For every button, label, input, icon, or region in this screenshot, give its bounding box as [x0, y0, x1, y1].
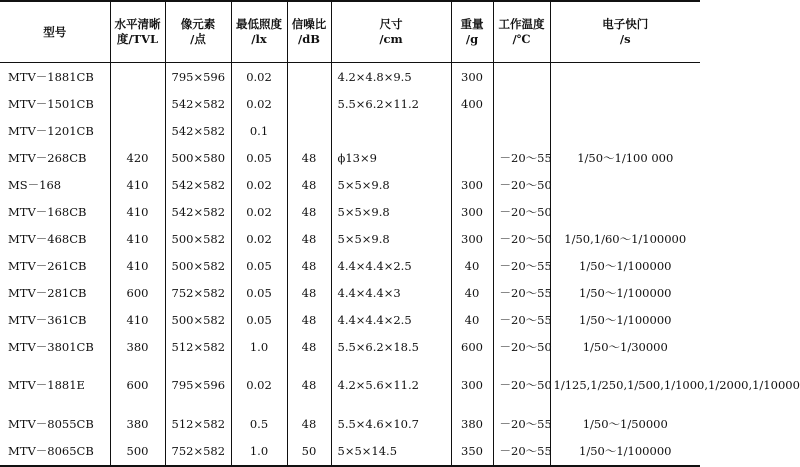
- table-row: [0, 171, 700, 198]
- cell-temp: [493, 117, 550, 144]
- cell-weight: 300: [451, 171, 493, 198]
- table-row: [0, 279, 700, 306]
- cell-shutter: 1/125,1/250,1/500,1/1000,1/2000,1/10000: [550, 360, 700, 411]
- cell-size: 5.5×6.2×18.5: [331, 333, 451, 360]
- cell-model: MTV－261CB: [8, 258, 87, 273]
- cell-lux: 1.0: [231, 333, 287, 360]
- cell-snr: 48: [287, 279, 331, 306]
- cell-snr: 48: [287, 360, 331, 411]
- cell-temp: [493, 90, 550, 117]
- header-model: 型号: [0, 1, 110, 63]
- cell-pixels: 512×582: [165, 411, 231, 438]
- cell-model: MTV－8065CB: [0, 438, 110, 466]
- cell-temp: －20～55: [493, 144, 550, 171]
- table-row: [0, 360, 700, 411]
- cell-temp: －20～50: [493, 225, 550, 252]
- cell-snr: 50: [287, 438, 331, 466]
- cell-size: 4.2×5.6×11.2: [331, 360, 451, 411]
- cell-temp: －20～55: [493, 411, 550, 438]
- cell-shutter: 1/50～1/50000: [550, 411, 700, 438]
- cell-tvl: [110, 90, 165, 117]
- cell-lux: 0.02: [231, 225, 287, 252]
- table-row: [0, 438, 700, 466]
- cell-tvl: 380: [110, 333, 165, 360]
- cell-lux: 0.05: [231, 252, 287, 279]
- cell-snr: [287, 90, 331, 117]
- cell-lux: 0.02: [231, 90, 287, 117]
- cell-pixels: 795×596: [165, 63, 231, 91]
- cell-size: 5.5×4.6×10.7: [331, 411, 451, 438]
- cell-pixels: 500×580: [165, 144, 231, 171]
- cell-model: MTV－8055CB: [8, 417, 94, 432]
- cell-pixels: 500×582: [165, 306, 231, 333]
- cell-weight: 40: [451, 306, 493, 333]
- cell-model: MTV－268CB: [8, 150, 87, 165]
- cell-snr: 48: [287, 144, 331, 171]
- cell-shutter: 1/50～1/100000: [550, 306, 700, 333]
- cell-weight: 300: [451, 198, 493, 225]
- cell-size: 5.5×6.2×11.2: [331, 90, 451, 117]
- cell-lux: 0.02: [231, 360, 287, 411]
- cell-tvl: 600: [110, 279, 165, 306]
- cell-shutter: [550, 198, 700, 225]
- header-size: 尺寸 /cm: [331, 1, 451, 63]
- cell-model: MTV－468CB: [8, 231, 87, 246]
- table-row: [0, 225, 700, 252]
- cell-pixels: 752×582: [165, 279, 231, 306]
- cell-pixels: 500×582: [165, 225, 231, 252]
- cell-shutter: [550, 63, 700, 91]
- cell-model: MTV－1881CB: [8, 69, 94, 84]
- cell-pixels: 512×582: [165, 333, 231, 360]
- cell-pixels: 542×582: [165, 198, 231, 225]
- table-row: [0, 90, 700, 117]
- cell-lux: 0.1: [231, 117, 287, 144]
- cell-model: MTV－1201CB: [8, 123, 94, 138]
- cell-shutter: 1/50～1/30000: [550, 333, 700, 360]
- cell-size: 5×5×14.5: [331, 438, 451, 466]
- cell-size: 5×5×9.8: [331, 225, 451, 252]
- cell-snr: 48: [287, 411, 331, 438]
- cell-size: ϕ13×9: [331, 144, 451, 171]
- cell-size: 5×5×9.8: [331, 198, 451, 225]
- cell-tvl: 410: [110, 198, 165, 225]
- cell-snr: [287, 63, 331, 91]
- cell-lux: 0.05: [231, 306, 287, 333]
- cell-lux: 1.0: [231, 438, 287, 466]
- cell-pixels: 542×582: [165, 90, 231, 117]
- cell-shutter: [550, 90, 700, 117]
- table-row: [0, 144, 700, 171]
- header-shutter: 电子快门 /s: [550, 1, 700, 63]
- cell-size: [331, 117, 451, 144]
- header-lux: 最低照度 /lx: [231, 1, 287, 63]
- cell-weight: 350: [451, 438, 493, 466]
- cell-lux: 0.02: [231, 198, 287, 225]
- cell-weight: 300: [451, 360, 493, 411]
- cell-snr: 48: [287, 306, 331, 333]
- cell-temp: －20～55: [493, 438, 550, 466]
- cell-lux: 0.02: [231, 171, 287, 198]
- cell-shutter: 1/50,1/60～1/100000: [550, 225, 700, 252]
- cell-temp: －20～50: [493, 171, 550, 198]
- cell-tvl: 410: [110, 171, 165, 198]
- cell-tvl: [110, 117, 165, 144]
- table-row: [0, 333, 700, 360]
- cell-shutter: 1/50～1/100000: [550, 279, 700, 306]
- cell-tvl: 410: [110, 306, 165, 333]
- cell-tvl: 380: [110, 411, 165, 438]
- header-tvl: 水平清晰 度/TVL: [110, 1, 165, 63]
- table-row: [0, 117, 700, 144]
- cell-model: MTV－361CB: [8, 312, 87, 327]
- cell-pixels: 542×582: [165, 117, 231, 144]
- cell-model: MTV－1881E: [8, 378, 85, 393]
- header-snr: 信噪比 /dB: [287, 1, 331, 63]
- header-pixels: 像元素 /点: [165, 1, 231, 63]
- cell-lux: 0.02: [231, 63, 287, 91]
- cell-size: 4.4×4.4×2.5: [331, 306, 451, 333]
- header-temp: 工作温度 /℃: [493, 1, 550, 63]
- cell-lux: 0.5: [231, 411, 287, 438]
- cell-tvl: 410: [110, 225, 165, 252]
- cell-tvl: 600: [110, 360, 165, 411]
- cell-weight: 300: [451, 225, 493, 252]
- header-weight: 重量 /g: [451, 1, 493, 63]
- cell-size: 4.4×4.4×2.5: [331, 252, 451, 279]
- header-row: [0, 1, 700, 63]
- cell-weight: 600: [451, 333, 493, 360]
- cell-temp: [493, 63, 550, 91]
- cell-snr: 48: [287, 252, 331, 279]
- cell-temp: －20～50: [493, 333, 550, 360]
- cell-temp: －20～50: [493, 198, 550, 225]
- cell-weight: [451, 144, 493, 171]
- cell-pixels: 500×582: [165, 252, 231, 279]
- cell-lux: 0.05: [231, 279, 287, 306]
- cell-shutter: 1/50～1/100 000: [550, 144, 700, 171]
- table-row: [0, 63, 700, 91]
- cell-tvl: 500: [110, 438, 165, 466]
- cell-lux: 0.05: [231, 144, 287, 171]
- cell-size: 4.4×4.4×3: [331, 279, 451, 306]
- table-row: [0, 411, 700, 438]
- cell-size: 4.2×4.8×9.5: [331, 63, 451, 91]
- cell-weight: 380: [451, 411, 493, 438]
- cell-pixels: 795×596: [165, 360, 231, 411]
- cell-weight: 40: [451, 252, 493, 279]
- cell-temp: －20～55: [493, 279, 550, 306]
- cell-shutter: [550, 171, 700, 198]
- cell-model: MTV－3801CB: [8, 339, 94, 354]
- cell-pixels: 542×582: [165, 171, 231, 198]
- cell-pixels: 752×582: [165, 438, 231, 466]
- cell-model: MTV－1501CB: [8, 96, 94, 111]
- cell-model: MS－168: [8, 177, 62, 192]
- cell-model: MTV－168CB: [8, 204, 87, 219]
- cell-temp: －20～55: [493, 252, 550, 279]
- cell-shutter: [550, 117, 700, 144]
- cell-tvl: 410: [110, 252, 165, 279]
- cell-weight: 300: [451, 63, 493, 91]
- cell-shutter: 1/50～1/100000: [550, 252, 700, 279]
- cell-snr: 48: [287, 333, 331, 360]
- table-row: [0, 198, 700, 225]
- cell-model: MTV－281CB: [8, 285, 87, 300]
- cell-tvl: [110, 63, 165, 91]
- cell-shutter: 1/50～1/100000: [550, 438, 700, 466]
- cell-snr: [287, 117, 331, 144]
- cell-weight: 40: [451, 279, 493, 306]
- table-row: [0, 252, 700, 279]
- cell-weight: 400: [451, 90, 493, 117]
- cell-snr: 48: [287, 171, 331, 198]
- cell-temp: －20～55: [493, 306, 550, 333]
- cell-temp: －20～50: [493, 360, 550, 411]
- table-row: [0, 306, 700, 333]
- cell-tvl: 420: [110, 144, 165, 171]
- cell-size: 5×5×9.8: [331, 171, 451, 198]
- cell-snr: 48: [287, 225, 331, 252]
- cell-snr: 48: [287, 198, 331, 225]
- cell-weight: [451, 117, 493, 144]
